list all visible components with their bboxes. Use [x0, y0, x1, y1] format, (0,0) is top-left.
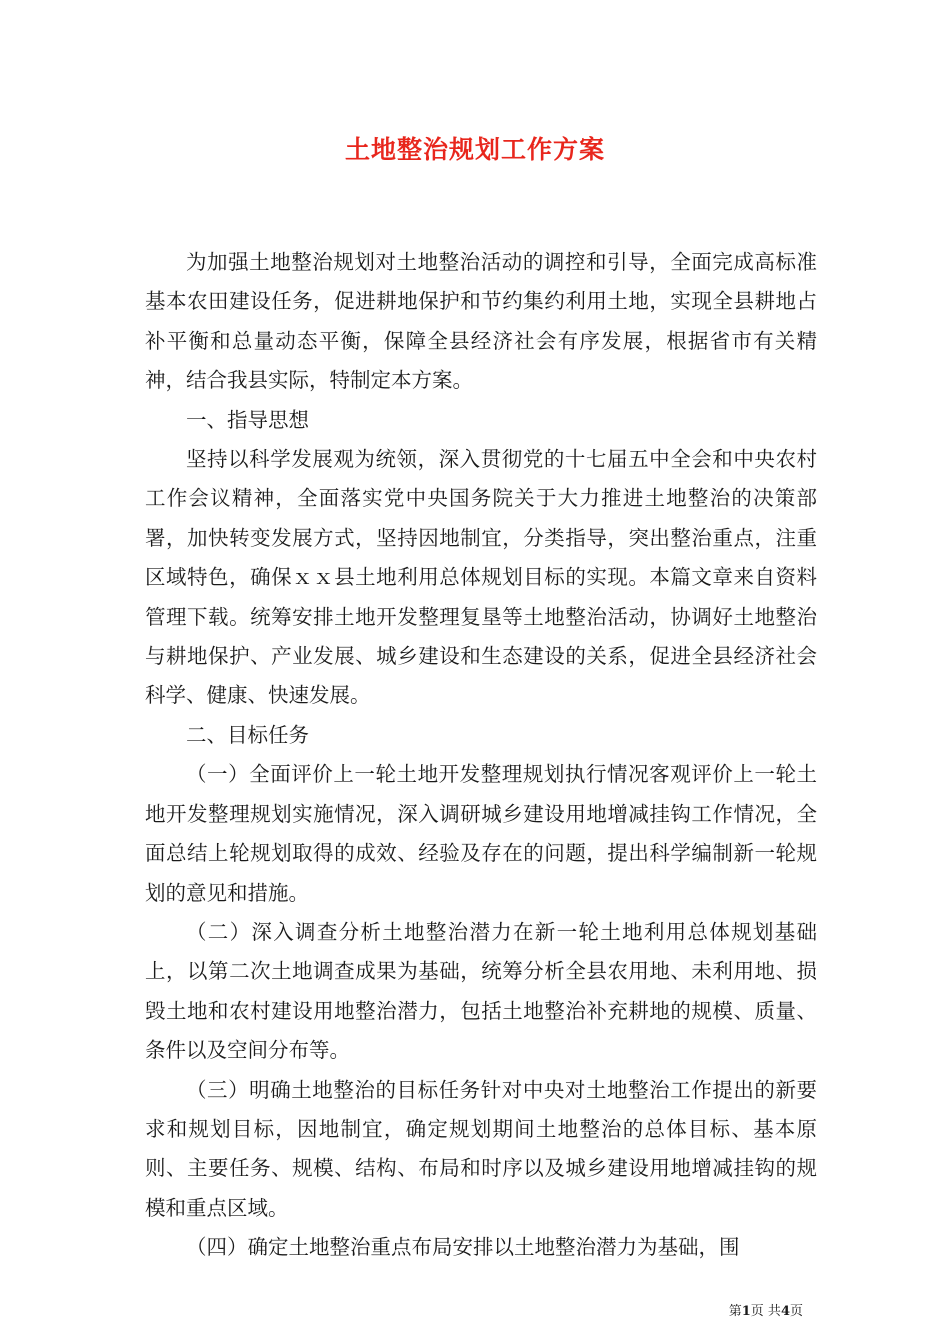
guiding-ideology-paragraph: 坚持以科学发展观为统领，深入贯彻党的十七届五中全会和中央农村工作会议精神，全面落实党中央国务院关于大力推进土地整治的决策部署，加快转变发展方式，坚持因地制宜，分类指导，突出整治重点，注重区域特色，确保ｘｘ县土地利用总体规划目标的实现。本篇文章来自资料管理下载。统筹安排土地开发整理复垦等土地整治活动，协调好土地整治与耕地保护、产业发展、城乡建设和生态建设的关系，促进全县经济社会科学、健康、快速发展。 — [145, 447, 817, 708]
task-paragraph-4: （四）确定土地整治重点布局安排以土地整治潜力为基础，围 — [186, 1235, 740, 1260]
document-title: 土地整治规划工作方案 — [344, 135, 605, 164]
document-body — [145, 243, 817, 1268]
task-paragraph-2: （二）深入调查分析土地整治潜力在新一轮土地利用总体规划基础上，以第二次土地调查成果为基础，统筹分析全县农用地、未利用地、损毁土地和农村建设用地整治潜力，包括土地整治补充耕地的规模、质量、条件以及空间分布等。 — [145, 919, 817, 1063]
intro-paragraph: 为加强土地整治规划对土地整治活动的调控和引导，全面完成高标准基本农田建设任务，促进耕地保护和节约集约利用土地，实现全县耕地占补平衡和总量动态平衡，保障全县经济社会有序发展，根据省市有关精神，结合我县实际，特制定本方案。 — [145, 250, 817, 393]
footer-total-pages: 4 — [780, 1304, 790, 1319]
footer-middle: 页 共 — [750, 1304, 781, 1319]
footer-prefix: 第 — [728, 1304, 742, 1319]
task-paragraph-3: （三）明确土地整治的目标任务针对中央对土地整治工作提出的新要求和规划目标，因地制宜，确定规划期间土地整治的总体目标、基本原则、主要任务、规模、结构、布局和时序以及城乡建设用地增减挂钩的规模和重点区域。 — [145, 1077, 817, 1220]
footer-current-page: 1 — [741, 1304, 751, 1319]
section-heading-guiding-ideology: 一、指导思想 — [186, 407, 309, 432]
task-paragraph-1: （一）全面评价上一轮土地开发整理规划执行情况客观评价上一轮土地开发整理规划实施情况，深入调研城乡建设用地增减挂钩工作情况，全面总结上轮规划取得的成效、经验及存在的问题，提出科学编制新一轮规划的意见和措施。 — [145, 762, 817, 905]
section-heading-goals-tasks: 二、目标任务 — [186, 722, 309, 747]
footer-suffix: 页 — [789, 1304, 803, 1319]
page-footer — [729, 1300, 803, 1319]
